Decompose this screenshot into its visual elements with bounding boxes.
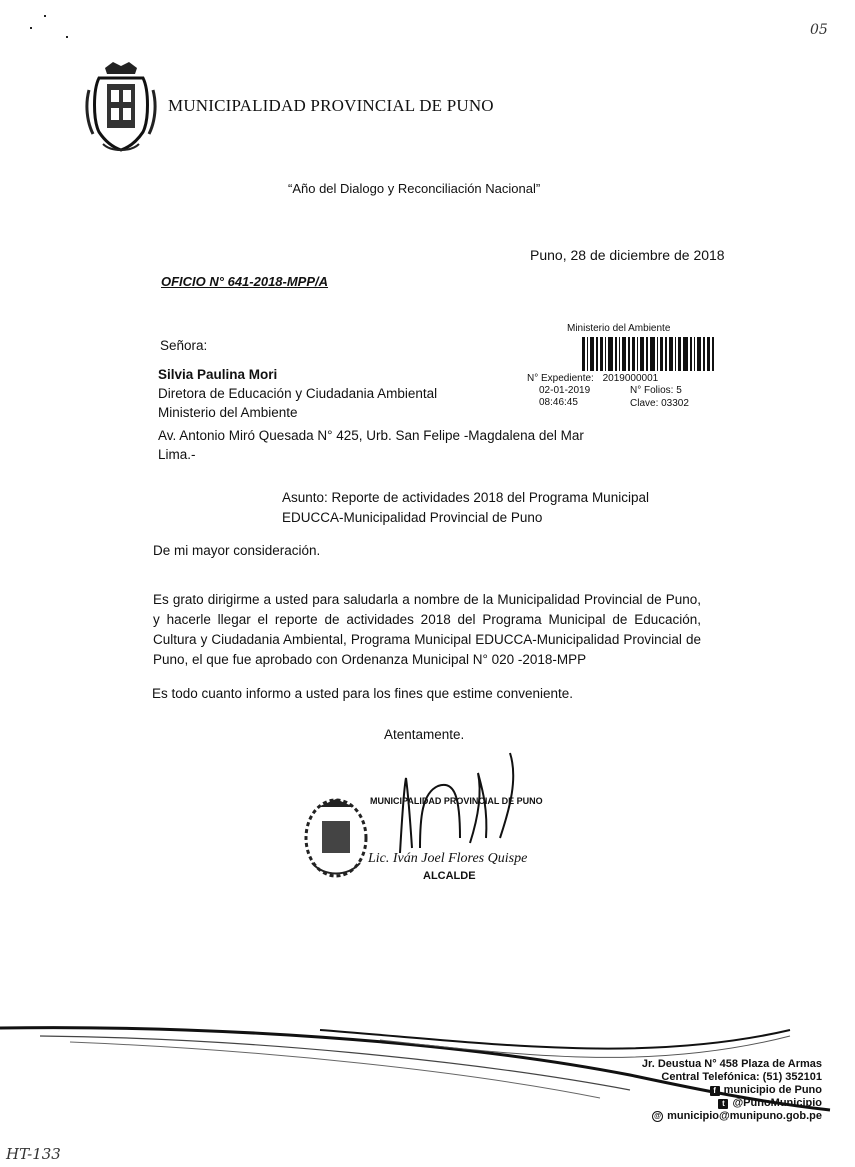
- year-motto: “Año del Dialogo y Reconciliación Nacional”: [288, 181, 541, 196]
- stamp-entity: Ministerio del Ambiente: [567, 323, 671, 334]
- salutation: De mi mayor consideración.: [153, 543, 321, 558]
- regards: Atentamente.: [384, 727, 465, 742]
- recipient-city: Lima.-: [158, 447, 196, 462]
- stamp-expediente-label: N° Expediente:: [527, 373, 594, 384]
- scan-speck: [30, 27, 32, 29]
- footer-phone: Central Telefónica: (51) 352101: [661, 1071, 822, 1083]
- reception-stamp: [527, 323, 717, 415]
- at-sign-icon: @: [652, 1111, 663, 1122]
- facebook-icon: f: [710, 1086, 720, 1096]
- recipient-address: Av. Antonio Miró Quesada N° 425, Urb. San Felipe -Magdalena del Mar: [158, 428, 584, 443]
- scan-speck: [66, 36, 68, 38]
- page-number-mark: 05: [810, 22, 828, 38]
- recipient-name: Silvia Paulina Mori: [158, 367, 278, 382]
- municipal-crest-icon: [85, 60, 157, 155]
- footer-facebook: municipio de Puno: [723, 1084, 822, 1096]
- stamp-expediente-value: 2019000001: [602, 373, 659, 384]
- signatory-role: ALCALDE: [423, 870, 476, 882]
- twitter-icon: t: [718, 1099, 728, 1109]
- handwritten-code: HT-133: [6, 1145, 61, 1163]
- signature-seal-text: MUNICIPALIDAD PROVINCIAL DE PUNO: [370, 796, 543, 806]
- date-line: Puno, 28 de diciembre de 2018: [530, 247, 725, 263]
- institution-name: MUNICIPALIDAD PROVINCIAL DE PUNO: [168, 96, 494, 115]
- scan-speck: [44, 15, 46, 17]
- footer-email: municipio@munipuno.gob.pe: [667, 1110, 822, 1122]
- stamp-clave: Clave: 03302: [630, 398, 689, 409]
- stamp-folios: N° Folios: 5: [630, 385, 682, 396]
- barcode-icon: [582, 337, 714, 371]
- recipient-position: Diretora de Educación y Ciudadania Ambiental: [158, 386, 438, 401]
- recipient-organization: Ministerio del Ambiente: [158, 405, 298, 420]
- official-seal-icon: [300, 793, 372, 883]
- recipient-greeting: Señora:: [160, 338, 208, 353]
- body-paragraph: Es grato dirigirme a usted para saludarla a nombre de la Municipalidad Provincial de Puno, y hacerle llegar el reporte de actividades 2018 del Programa Municipal de Educación, Cultura y Ciudadania Ambiental, Programa Municipal EDUCCA-Municipalidad Provincial de Puno, el que fue aprobado con Ordenanza Municipal N° 020 -2018-MPP: [153, 592, 701, 667]
- footer-contact: [642, 1058, 822, 1123]
- subject-line: Asunto: Reporte de actividades 2018 del Programa Municipal EDUCCA-Municipalidad Provincial de Puno: [282, 490, 649, 525]
- footer-address: Jr. Deustua N° 458 Plaza de Armas: [641, 1058, 822, 1070]
- footer-twitter: @PunoMunicipio: [732, 1097, 822, 1109]
- document-reference: OFICIO N° 641-2018-MPP/A: [161, 274, 329, 289]
- signature-block: [300, 748, 543, 893]
- signatory-name: Lic. Iván Joel Flores Quispe: [368, 851, 528, 866]
- stamp-time: 08:46:45: [539, 397, 578, 408]
- closing-paragraph: Es todo cuanto informo a usted para los fines que estime conveniente.: [152, 686, 574, 701]
- stamp-date: 02-01-2019: [539, 385, 591, 396]
